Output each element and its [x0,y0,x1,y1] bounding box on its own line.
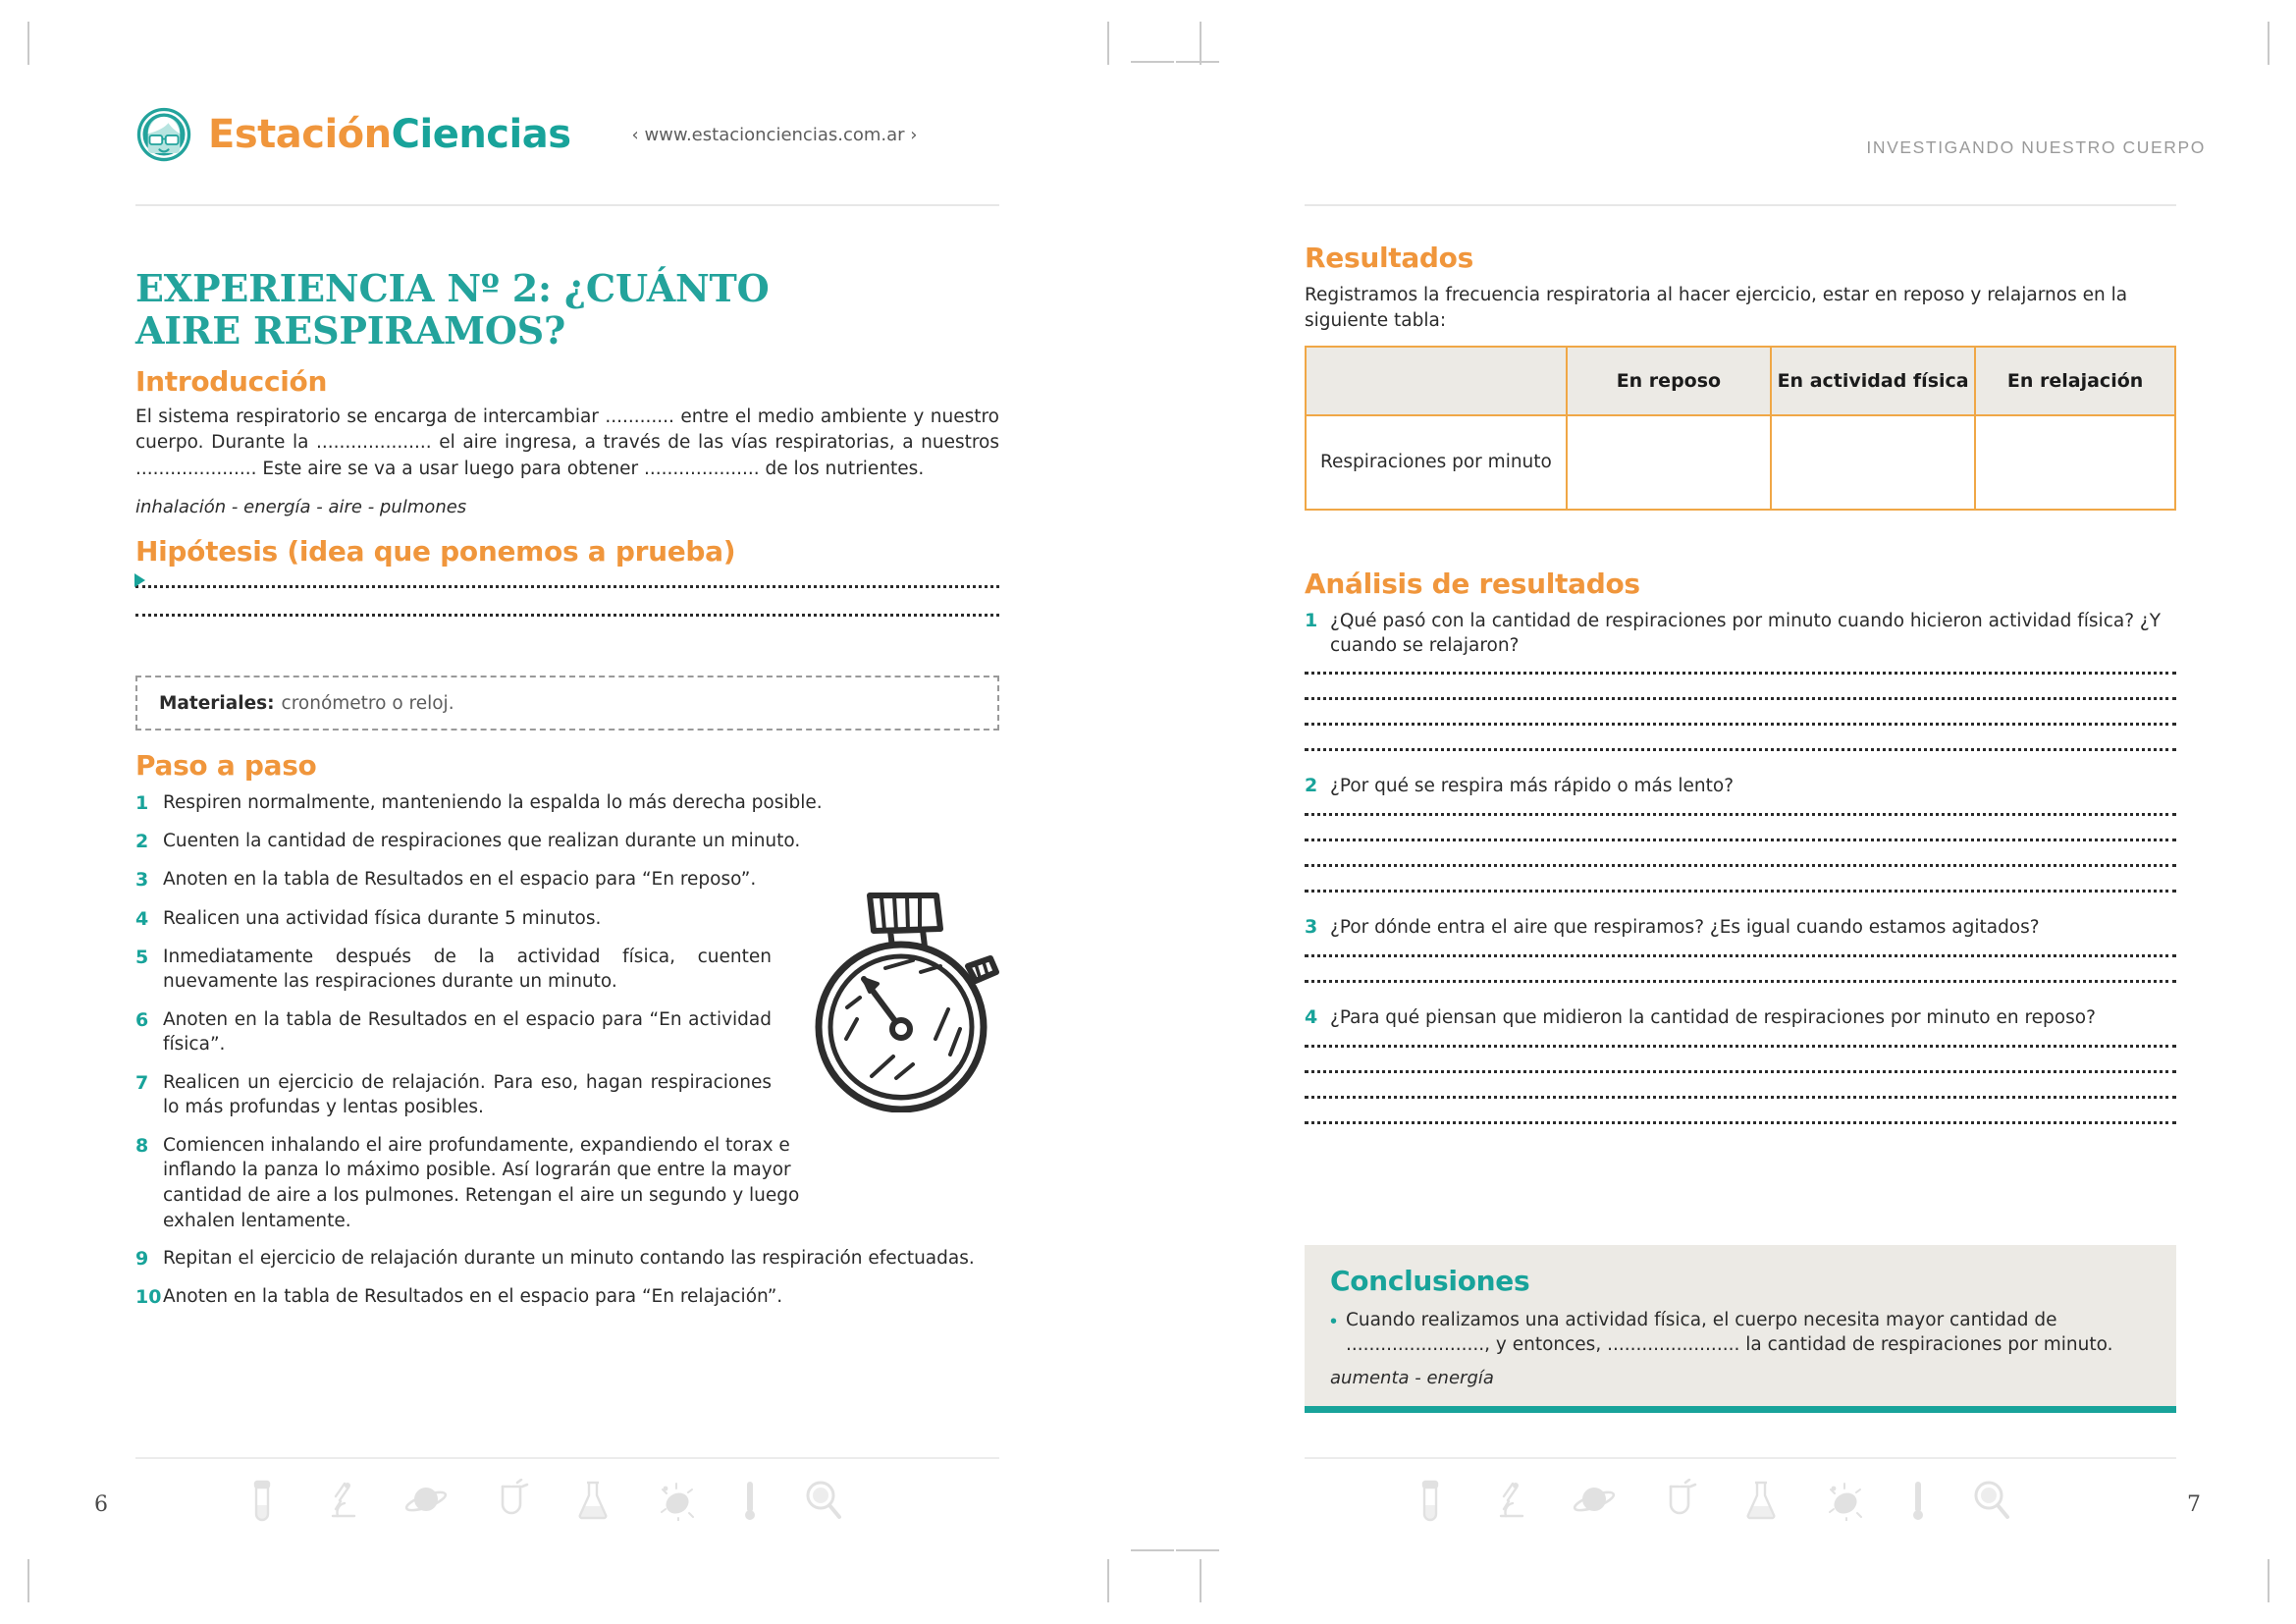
crop-mark [1200,1559,1201,1602]
step-text: Anoten en la tabla de Resultados en el espacio para “En actividad física”. [163,1008,772,1056]
materials-label: Materiales: [159,692,275,714]
step-text: Anoten en la tabla de Resultados en el espacio para “En relajación”. [163,1286,783,1308]
crop-mark [2268,22,2269,65]
step-text: Repitan el ejercicio de relajación durante un minuto contando las respiración efectuadas. [163,1248,975,1270]
flask-icon [1743,1479,1779,1522]
crop-mark [1200,22,1201,65]
logo-text-ciencias: Ciencias [391,112,571,157]
planet-icon [404,1481,448,1520]
crop-mark [1131,1549,1174,1551]
header-divider-left [135,204,999,206]
conclusion-text: Cuando realizamos una actividad física, el cuerpo necesita mayor cantidad de ........................, y entonces, ....................... la cantidad de respiraciones por minuto. [1346,1309,2113,1355]
answer-line[interactable] [1305,954,2176,957]
thermometer-icon [742,1479,758,1522]
answer-area[interactable] [1305,813,2176,893]
triangle-bullet-icon [134,573,145,587]
list-item [1305,609,2176,751]
header-divider-right [1305,204,2176,206]
answer-line[interactable] [1305,723,2176,726]
step-text: Realicen una actividad física durante 5 minutos. [163,907,602,929]
step-text: Anoten en la tabla de Resultados en el espacio para “En reposo”. [163,869,757,891]
website-url: ‹ www.estacionciencias.com.ar › [631,124,918,145]
test-tube-icon [245,1479,279,1522]
table-header-cell-reposo: En reposo [1567,347,1771,415]
introduccion-word-bank: inhalación - energía - aire - pulmones [135,497,467,517]
section-heading-conclusiones: Conclusiones [1330,1265,1530,1297]
microscope-icon [324,1479,359,1522]
step-number: 1 [135,792,149,814]
crop-mark [27,1559,29,1602]
table-header-cell-actividad: En actividad física [1771,347,1975,415]
answer-line[interactable] [1305,1121,2176,1124]
crop-mark [1107,1559,1109,1602]
list-item [1330,1309,2151,1358]
crop-mark [1176,1549,1219,1551]
stopwatch-icon [803,882,1014,1112]
section-heading-paso-a-paso: Paso a paso [135,749,317,782]
answer-line[interactable] [1305,890,2176,893]
step-number: 9 [135,1248,149,1271]
test-tube-icon [1414,1479,1447,1522]
crop-mark [1176,61,1219,63]
flask-icon [575,1479,611,1522]
question-text: ¿Por dónde entra el aire que respiramos? ¿Es igual cuando estamos agitados? [1330,917,2040,939]
answer-line[interactable] [1305,980,2176,983]
page-number-right: 7 [2187,1492,2201,1517]
table-header-cell-blank [1306,347,1567,415]
step-number: 5 [135,946,149,968]
table-row-label: Respiraciones por minuto [1306,415,1567,510]
list-item [1305,1005,2176,1124]
answer-line[interactable] [1305,748,2176,751]
scientist-face-icon [135,106,192,163]
table-row [1306,415,2175,510]
table-cell-reposo-input[interactable] [1567,415,1771,510]
list-item [135,829,999,854]
section-heading-analisis: Análisis de resultados [1305,568,1640,600]
page-title: EXPERIENCIA Nº 2: ¿CUÁNTO AIRE RESPIRAMOS? [135,266,770,353]
list-item [1305,774,2176,893]
step-number: 10 [135,1286,162,1309]
running-head: INVESTIGANDO NUESTRO CUERPO [1866,137,2206,157]
table-cell-actividad-input[interactable] [1771,415,1975,510]
answer-area[interactable] [1305,954,2176,983]
answer-line[interactable] [1305,1070,2176,1073]
answer-line[interactable] [1305,697,2176,700]
step-number: 6 [135,1008,149,1031]
section-heading-introduccion: Introducción [135,365,328,398]
answer-line[interactable] [1305,864,2176,867]
materials-value: cronómetro o reloj. [281,692,454,714]
answer-line[interactable] [1305,1045,2176,1048]
answer-line[interactable] [135,585,999,588]
crop-mark [1107,22,1109,65]
crop-mark [2268,1559,2269,1602]
table-cell-relajacion-input[interactable] [1975,415,2175,510]
crop-mark [1131,61,1174,63]
list-item [135,1284,999,1310]
step-text: Cuenten la cantidad de respiraciones que realizan durante un minuto. [163,831,801,852]
question-text: ¿Para qué piensan que midieron la cantidad de respiraciones por minuto en reposo? [1330,1006,2096,1028]
list-item [1305,915,2176,983]
list-item [135,1133,999,1233]
materials-box [135,676,999,731]
answer-line[interactable] [1305,839,2176,841]
answer-line[interactable] [1305,672,2176,675]
answer-line[interactable] [135,614,999,617]
step-number: 7 [135,1071,149,1094]
footer-divider-right [1305,1457,2176,1459]
bullet-icon: • [1330,1310,1338,1332]
magnifier-icon [803,1480,842,1521]
step-number: 3 [135,869,149,892]
microscope-icon [1492,1479,1527,1522]
microbe-icon [656,1480,697,1521]
table-header-cell-relajacion: En relajación [1975,347,2175,415]
magnifier-icon [1971,1480,2010,1521]
step-number: 2 [135,831,149,853]
footer-icon-strip-right [1414,1479,2010,1522]
question-text: ¿Por qué se respira más rápido o más lento? [1330,776,1735,797]
conclusions-word-bank: aumenta - energía [1330,1367,1494,1388]
analysis-questions-list [1305,609,2176,1147]
resultados-paragraph: Registramos la frecuencia respiratoria al hacer ejercicio, estar en reposo y relajarnos en la siguiente tabla: [1305,285,2128,332]
question-number: 3 [1305,916,1318,939]
list-item [135,1246,999,1272]
step-number: 8 [135,1134,149,1157]
step-text: Inmediatamente después de la actividad física, cuenten nuevamente las respiraciones durante un minuto. [163,946,772,993]
conclusions-panel [1305,1245,2176,1413]
logo-text-estacion: Estación [208,112,392,157]
section-heading-hipotesis: Hipótesis (idea que ponemos a prueba) [135,535,736,568]
answer-area[interactable] [1305,672,2176,751]
section-heading-resultados: Resultados [1305,242,1473,274]
hypothesis-answer-area[interactable] [135,585,999,642]
question-text: ¿Qué pasó con la cantidad de respiraciones por minuto cuando hicieron actividad física? ¿Y cuando se relajaron? [1330,611,2162,657]
footer-icon-strip-left [245,1479,842,1522]
microbe-icon [1824,1480,1865,1521]
table-header-row [1306,347,2175,415]
step-text: Comiencen inhalando el aire profundamente, expandiendo el torax e inflando la panza lo máximo posible. Así lograrán que entre la mayor cantidad de aire a los pulmones. Retengan el aire un segundo y luego exhalen lentamente. [163,1134,800,1231]
footer-divider-left [135,1457,999,1459]
answer-line[interactable] [1305,1096,2176,1099]
step-text: Respiren normalmente, manteniendo la espalda lo más derecha posible. [163,792,823,813]
answer-area[interactable] [1305,1045,2176,1124]
question-number: 2 [1305,775,1318,797]
magnet-icon [1661,1479,1698,1522]
planet-icon [1573,1481,1616,1520]
question-number: 4 [1305,1005,1318,1028]
crop-mark [27,22,29,65]
step-text: Realicen un ejercicio de relajación. Para eso, hagan respiraciones lo más profundas y lentas posibles. [163,1071,772,1118]
introduccion-paragraph: El sistema respiratorio se encarga de intercambiar ............ entre el medio ambiente y nuestro cuerpo. Durante la .................... el aire ingresa, a través de las vías respiratorias, a nuestros ..................... Este aire se va a usar luego para obtener .................... de los nutrientes. [135,406,999,479]
page-number-left: 6 [94,1492,108,1517]
step-number: 4 [135,907,149,930]
results-table [1305,346,2176,511]
answer-line[interactable] [1305,813,2176,816]
magnet-icon [493,1479,530,1522]
question-number: 1 [1305,610,1318,631]
list-item [135,790,999,816]
thermometer-icon [1910,1479,1926,1522]
